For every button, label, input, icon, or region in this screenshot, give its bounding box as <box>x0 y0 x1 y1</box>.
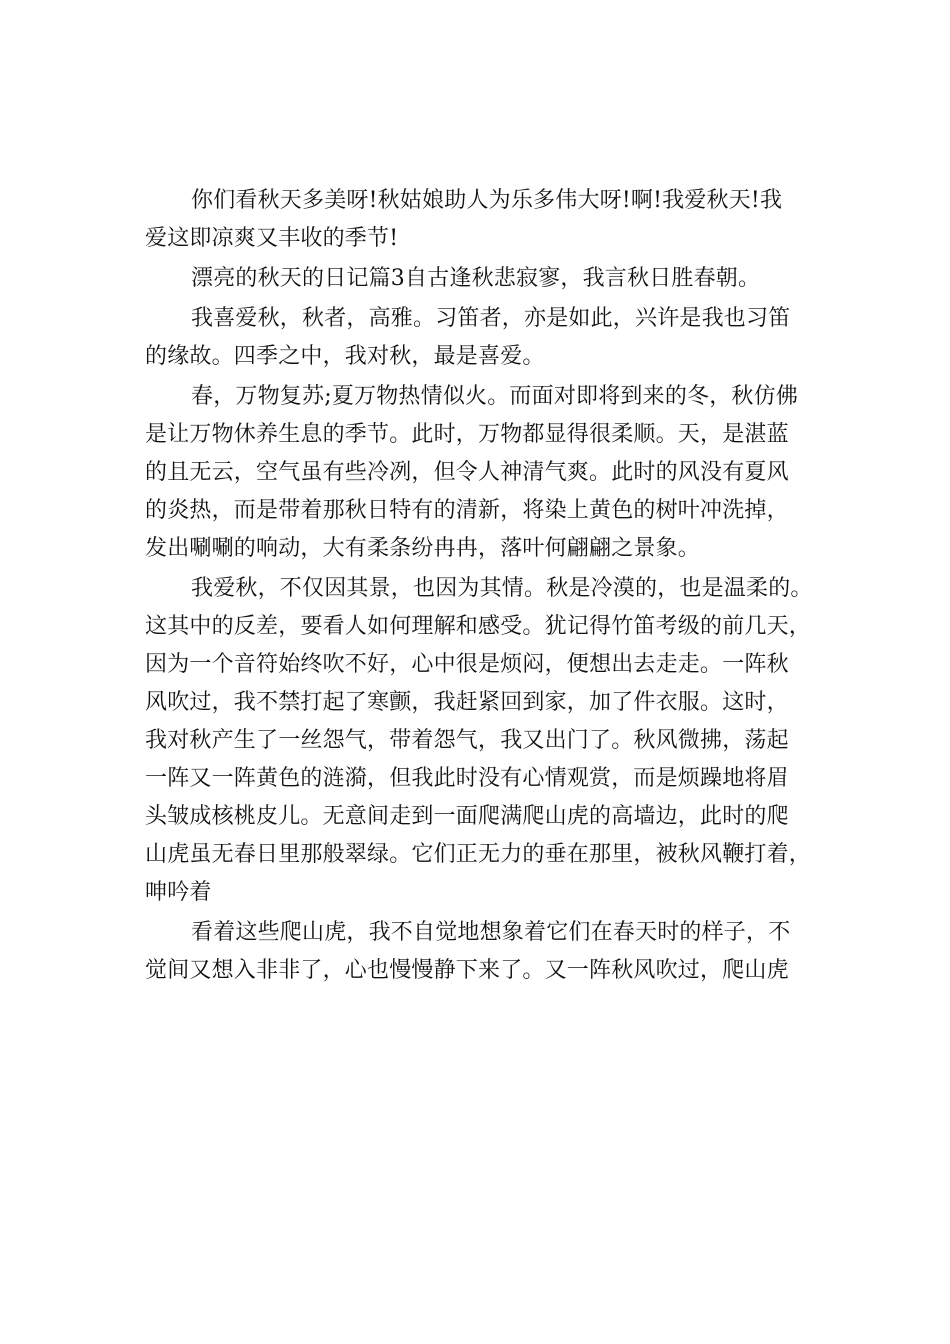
paragraph <box>145 182 835 258</box>
text-line: 的炎热，而是带着那秋日特有的清新，将染上黄色的树叶冲洗掉， <box>145 498 789 523</box>
text-line: 呻吟着 <box>145 880 212 905</box>
text-line: 我喜爱秋，秋者，高雅。习笛者，亦是如此，兴许是我也习笛 <box>191 306 791 331</box>
paragraph <box>145 300 835 376</box>
text-line: 一阵又一阵黄色的涟漪，但我此时没有心情观赏，而是烦躁地将眉 <box>145 766 789 791</box>
text-line: 山虎虽无春日里那般翠绿。它们正无力的垂在那里，被秋风鞭打着， <box>145 842 812 867</box>
text-line: 觉间又想入非非了，心也慢慢静下来了。又一阵秋风吹过，爬山虎 <box>145 958 789 983</box>
text-line: 漂亮的秋天的日记篇3自古逢秋悲寂寥，我言秋日胜春朝。 <box>191 266 761 291</box>
paragraph <box>145 914 835 990</box>
text-line: 看着这些爬山虎，我不自觉地想象着它们在春天时的样子，不 <box>191 920 791 945</box>
text-line: 这其中的反差，要看人如何理解和感受。犹记得竹笛考级的前几天， <box>145 614 812 639</box>
text-line: 是让万物休养生息的季节。此时，万物都显得很柔顺。天，是湛蓝 <box>145 422 789 447</box>
text-line: 春，万物复苏;夏万物热情似火。而面对即将到来的冬，秋仿佛 <box>191 384 799 409</box>
text-line: 头皱成核桃皮儿。无意间走到一面爬满爬山虎的高墙边，此时的爬 <box>145 804 789 829</box>
text-line: 我爱秋，不仅因其景，也因为其情。秋是冷漠的，也是温柔的。 <box>191 576 813 601</box>
text-line: 爱这即凉爽又丰收的季节! <box>145 226 399 251</box>
text-line: 的且无云，空气虽有些冷冽，但令人神清气爽。此时的风没有夏风 <box>145 460 789 485</box>
paragraph <box>145 378 835 568</box>
text-line: 我对秋产生了一丝怨气，带着怨气，我又出门了。秋风微拂，荡起 <box>145 728 789 753</box>
text-line: 的缘故。四季之中，我对秋，最是喜爱。 <box>145 344 545 369</box>
paragraph <box>145 570 835 912</box>
text-line: 因为一个音符始终吹不好，心中很是烦闷，便想出去走走。一阵秋 <box>145 652 789 677</box>
paragraph <box>145 260 835 298</box>
document-body <box>145 182 835 992</box>
text-line: 风吹过，我不禁打起了寒颤，我赶紧回到家，加了件衣服。这时， <box>145 690 789 715</box>
text-line: 你们看秋天多美呀!秋姑娘助人为乐多伟大呀!啊!我爱秋天!我 <box>191 188 783 213</box>
text-line: 发出唰唰的响动，大有柔条纷冉冉，落叶何翩翩之景象。 <box>145 536 701 561</box>
